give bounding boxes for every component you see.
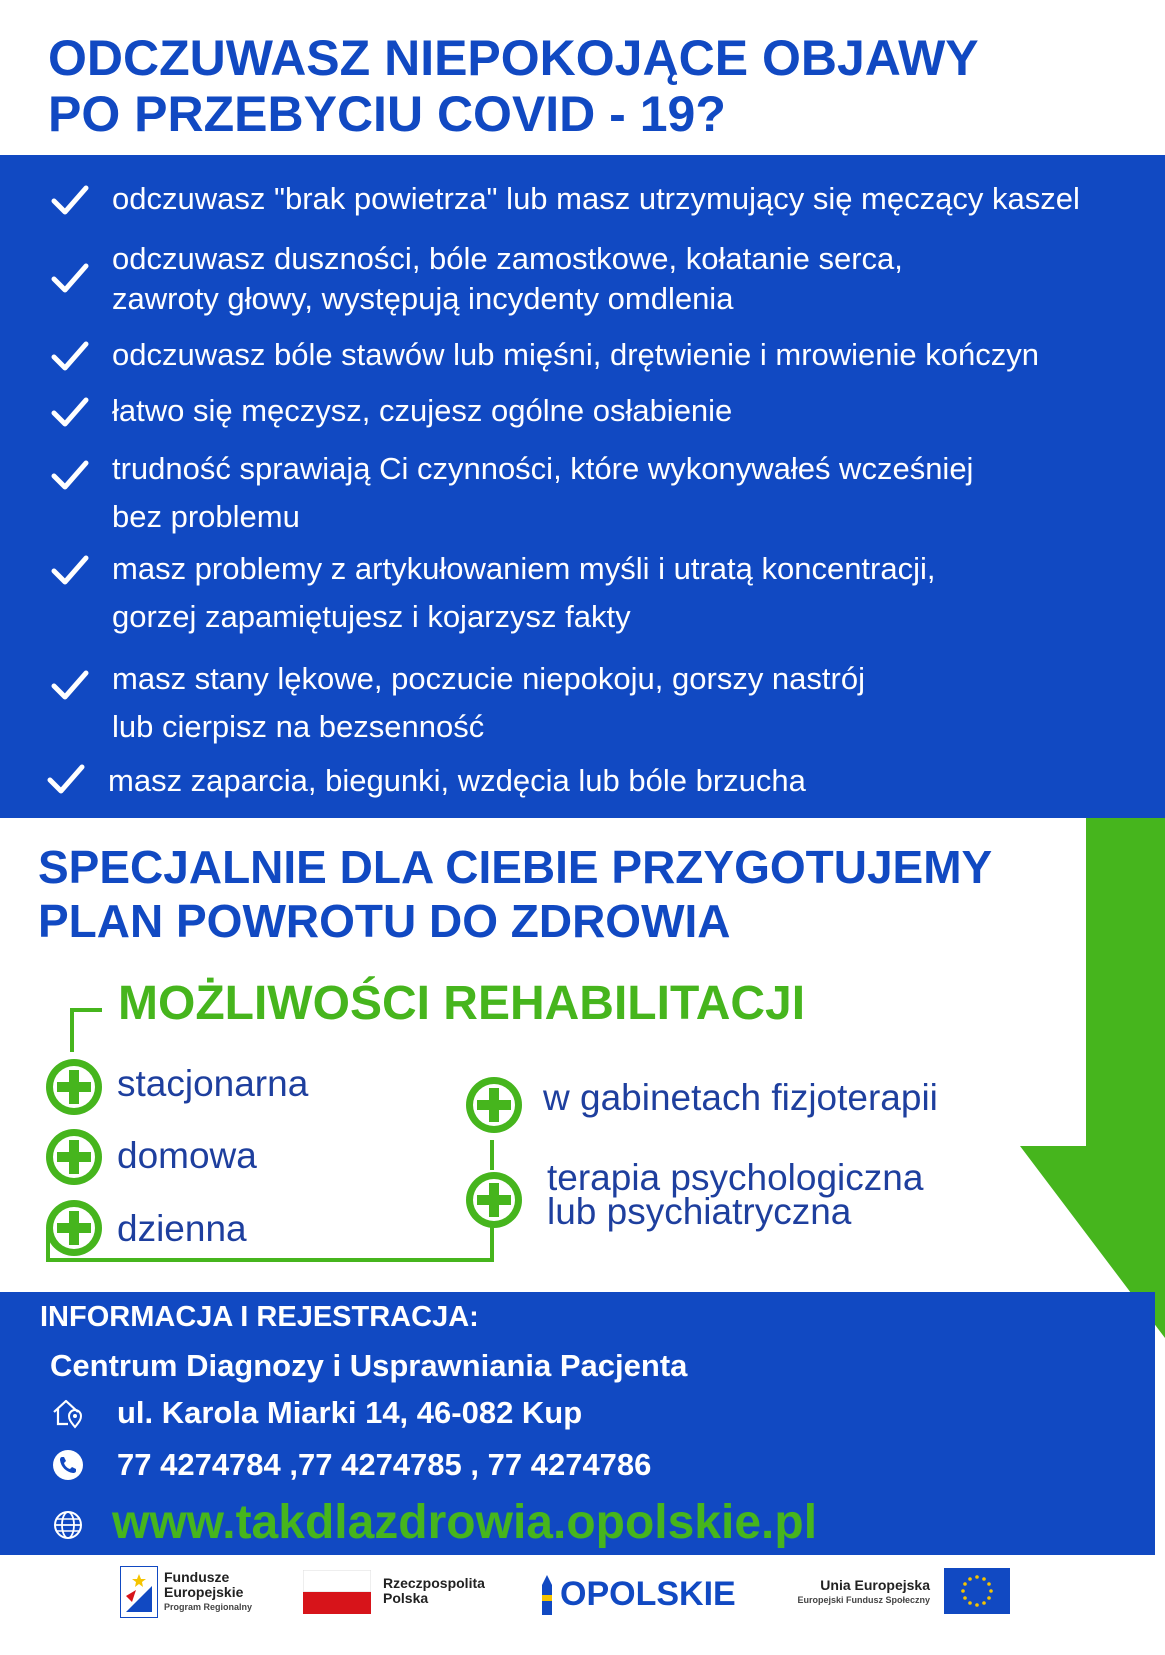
list-item [0, 387, 1165, 435]
list-item [0, 175, 1165, 223]
check-icon [50, 665, 90, 705]
list-item [0, 757, 1165, 805]
symptom-text: masz stany lękowe, poczucie niepokoju, gorszy nastrój [112, 661, 865, 696]
symptom-text: gorzej zapamiętujesz i kojarzysz fakty [112, 599, 631, 634]
polish-flag-icon [303, 1570, 371, 1614]
list-item [0, 235, 1165, 321]
opolskie-logo-icon [540, 1575, 554, 1615]
check-icon [50, 455, 90, 495]
symptom-text: odczuwasz "brak powietrza" lub masz utrzymujący się męczący kaszel [112, 181, 1080, 216]
symptom-text: masz zaparcia, biegunki, wzdęcia lub bóle brzucha [108, 763, 806, 798]
arrow-down-decoration [1020, 818, 1165, 1338]
symptom-text: odczuwasz duszności, bóle zamostkowe, kołatanie serca, [112, 241, 903, 276]
center-name: Centrum Diagnozy i Usprawniania Pacjenta [50, 1348, 688, 1383]
list-item [0, 545, 1165, 641]
rehab-option-day: dzienna [117, 1208, 247, 1249]
title-line-1: ODCZUWASZ NIEPOKOJĄCE OBJAWY [48, 30, 979, 86]
list-item [0, 655, 1165, 751]
rehab-option-psychology [547, 1157, 924, 1232]
website-link[interactable]: www.takdlazdrowia.opolskie.pl [112, 1496, 818, 1549]
plan-line-2: PLAN POWROTU DO ZDROWIA [38, 895, 731, 947]
option-line: terapia psychologiczna [547, 1157, 924, 1198]
globe-icon [51, 1508, 85, 1542]
option-line: lub psychiatryczna [547, 1191, 852, 1232]
symptom-text: lub cierpisz na bezsenność [112, 709, 485, 744]
symptom-text: masz problemy z artykułowaniem myśli i utratą koncentracji, [112, 551, 936, 586]
symptom-text: łatwo się męczysz, czujesz ogólne osłabienie [112, 393, 733, 428]
list-item [0, 331, 1165, 379]
list-item [0, 445, 1165, 541]
rp-line-1: Rzeczpospolita [383, 1575, 485, 1591]
check-icon [50, 336, 90, 376]
plus-icon [44, 1057, 104, 1117]
ue-line-1: Unia Europejska [820, 1577, 930, 1593]
check-icon [50, 550, 90, 590]
check-icon [50, 392, 90, 432]
opolskie-logo-text: OPOLSKIE [560, 1575, 736, 1613]
rp-logo-text [383, 1576, 485, 1606]
address: ul. Karola Miarki 14, 46-082 Kup [117, 1395, 583, 1430]
ue-logo-text [790, 1578, 930, 1608]
rehab-option-physiotherapy: w gabinetach fizjoterapii [543, 1077, 938, 1118]
symptom-text: zawroty głowy, występują incydenty omdlenia [112, 281, 734, 316]
plus-icon [464, 1075, 524, 1135]
fundusze-europejskie-logo-icon [120, 1566, 158, 1618]
check-icon [50, 258, 90, 298]
plan-line-1: SPECJALNIE DLA CIEBIE PRZYGOTUJEMY [38, 841, 993, 893]
page-title [48, 30, 979, 142]
home-location-icon [51, 1396, 85, 1430]
fe-line-1: Fundusze [164, 1569, 230, 1585]
phone-icon [51, 1448, 85, 1482]
symptom-text: odczuwasz bóle stawów lub mięśni, drętwienie i mrowienie kończyn [112, 337, 1039, 372]
rehab-option-home: domowa [117, 1135, 257, 1176]
plus-icon [44, 1127, 104, 1187]
fe-logo-text [164, 1570, 252, 1615]
title-line-2: PO PRZEBYCIU COVID - 19? [48, 86, 726, 142]
rehab-title: MOŻLIWOŚCI REHABILITACJI [118, 977, 806, 1030]
fe-line-2: Europejskie [164, 1584, 244, 1600]
phone-numbers: 77 4274784 ,77 4274785 , 77 4274786 [117, 1447, 652, 1482]
rehab-option-stationary: stacjonarna [117, 1063, 309, 1104]
symptom-text: bez problemu [112, 499, 300, 534]
rp-line-2: Polska [383, 1590, 429, 1606]
plus-icon [44, 1198, 104, 1258]
eu-flag-icon [944, 1568, 1010, 1614]
fe-sub: Program Regionalny [164, 1602, 253, 1612]
symptom-text: trudność sprawiają Ci czynności, które wykonywałeś wcześniej [112, 451, 974, 486]
plan-title [38, 840, 992, 948]
info-heading: INFORMACJA I REJESTRACJA: [40, 1301, 479, 1333]
check-icon [46, 759, 86, 799]
plus-icon [464, 1170, 524, 1230]
check-icon [50, 180, 90, 220]
symptoms-panel [0, 155, 1165, 818]
ue-sub: Europejski Fundusz Społeczny [797, 1595, 930, 1605]
